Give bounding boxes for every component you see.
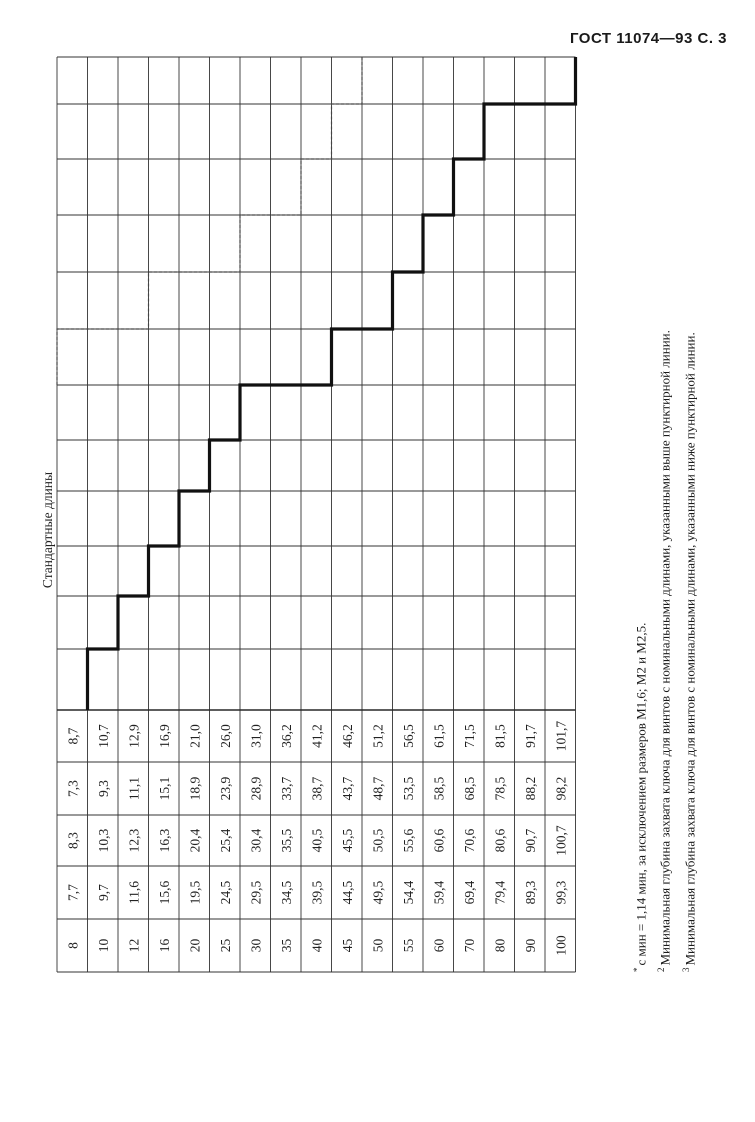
table-cell: 40,5 <box>309 828 325 853</box>
table-cell: 31,0 <box>248 724 264 748</box>
table-cell: 9,3 <box>95 780 111 797</box>
table-cell: 70 <box>461 938 477 953</box>
table-cell: 36,2 <box>278 724 294 748</box>
table-cell: 48,7 <box>370 776 386 801</box>
table-cell: 12 <box>126 938 142 953</box>
table-cell: 11,6 <box>126 880 142 905</box>
table-cell: 15,1 <box>156 776 172 801</box>
table-cell: 18,9 <box>187 776 203 801</box>
table-cell: 90 <box>522 938 538 953</box>
table-cell: 41,2 <box>309 724 325 748</box>
standard-lengths-label: Стандартные длины <box>40 471 55 589</box>
table-cell: 25 <box>217 938 233 953</box>
table-cell: 26,0 <box>217 724 233 748</box>
table-cell: 50,5 <box>370 828 386 853</box>
table-cell: 90,7 <box>522 828 538 853</box>
table-cell: 78,5 <box>492 776 508 801</box>
table-cell: 28,9 <box>248 776 264 801</box>
table-cell: 39,5 <box>309 880 325 905</box>
table-cell: 89,3 <box>522 880 538 905</box>
page-header: ГОСТ 11074—93 С. 3 <box>569 30 727 47</box>
table-cell: 19,5 <box>187 880 203 905</box>
table-cell: 11,1 <box>126 776 142 801</box>
table-cell: 30,4 <box>248 828 264 853</box>
table-cell: 50 <box>370 938 386 953</box>
table-cell: 33,7 <box>278 776 294 801</box>
footnotes <box>627 42 700 972</box>
table-cell: 99,3 <box>553 880 569 905</box>
table-cell: 10,3 <box>95 828 111 853</box>
table-cell: 44,5 <box>339 880 355 905</box>
table-cell: 100 <box>553 935 569 956</box>
table-cell: 81,5 <box>492 724 508 748</box>
table-cell: 8 <box>65 942 81 949</box>
table-cell: 16 <box>156 938 172 953</box>
table-cell: 7,3 <box>65 780 81 797</box>
table-cell: 70,6 <box>461 828 477 853</box>
footnote-3: $^3$Минимальная глубина захвата ключа для винтов с номинальными длинами, указанными ниже пунктирной линии. <box>680 332 697 972</box>
table-cell: 61,5 <box>431 724 447 748</box>
table-cell: 69,4 <box>461 880 477 905</box>
table-cell: 68,5 <box>461 776 477 801</box>
table-cell: 12,9 <box>126 724 142 748</box>
table-cell: 45,5 <box>339 828 355 853</box>
table-cell: 55 <box>400 938 416 953</box>
table-cell: 100,7 <box>553 825 569 856</box>
table-cell: 51,2 <box>370 724 386 748</box>
table-cell: 35 <box>278 938 294 953</box>
table-cell: 10,7 <box>95 724 111 748</box>
table-cell: 8,7 <box>65 727 81 745</box>
table-cell: 98,2 <box>553 776 569 801</box>
table-cell: 7,7 <box>65 884 81 901</box>
table-cell: 71,5 <box>461 724 477 748</box>
table-cell: 60,6 <box>431 828 447 853</box>
table-cell: 49,5 <box>370 880 386 905</box>
table-cell: 29,5 <box>248 880 264 905</box>
table-cell: 55,6 <box>400 828 416 853</box>
table-cell: 16,9 <box>156 724 172 748</box>
table-cell: 12,3 <box>126 828 142 853</box>
table-cell: 35,5 <box>278 828 294 853</box>
table-cell: 20 <box>187 938 203 953</box>
table-cell: 25,4 <box>217 828 233 853</box>
table-cell: 43,7 <box>339 776 355 801</box>
table-cell: 40 <box>309 938 325 953</box>
table-cell: 34,5 <box>278 880 294 905</box>
table-cell: 58,5 <box>431 776 447 801</box>
table-cell: 38,7 <box>309 776 325 801</box>
table-cell: 53,5 <box>400 776 416 801</box>
table-cell: 16,3 <box>156 828 172 853</box>
table-cell: 24,5 <box>217 880 233 905</box>
table-cell: 10 <box>95 938 111 953</box>
table-cell: 30 <box>248 938 264 953</box>
table-cell: 60 <box>431 938 447 953</box>
table-cell: 56,5 <box>400 724 416 748</box>
table-cell: 46,2 <box>339 724 355 748</box>
table-cell: 101,7 <box>553 720 569 752</box>
table-cell: 8,3 <box>65 832 81 849</box>
table-cell: 23,9 <box>217 776 233 801</box>
table-cell: 88,2 <box>522 776 538 801</box>
table-cell: 80,6 <box>492 828 508 853</box>
table-cell: 91,7 <box>522 724 538 748</box>
table-cell: 15,6 <box>156 880 172 905</box>
table-cell: 45 <box>339 938 355 953</box>
footnote-1: *c мин = 1,14 мин, за исключением размеров М1,6; М2 и М2,5. <box>632 622 649 972</box>
table-cell: 9,7 <box>95 884 111 901</box>
table-cell: 21,0 <box>187 724 203 748</box>
table-cell: 79,4 <box>492 880 508 905</box>
table-cell: 54,4 <box>400 880 416 905</box>
table-cell: 80 <box>492 938 508 953</box>
table-cell: 20,4 <box>187 828 203 853</box>
table-cell: 59,4 <box>431 880 447 905</box>
footnote-2: $^2$Минимальная глубина захвата ключа для винтов с номинальными длинами, указанными выше пунктирной линии. <box>656 330 673 972</box>
